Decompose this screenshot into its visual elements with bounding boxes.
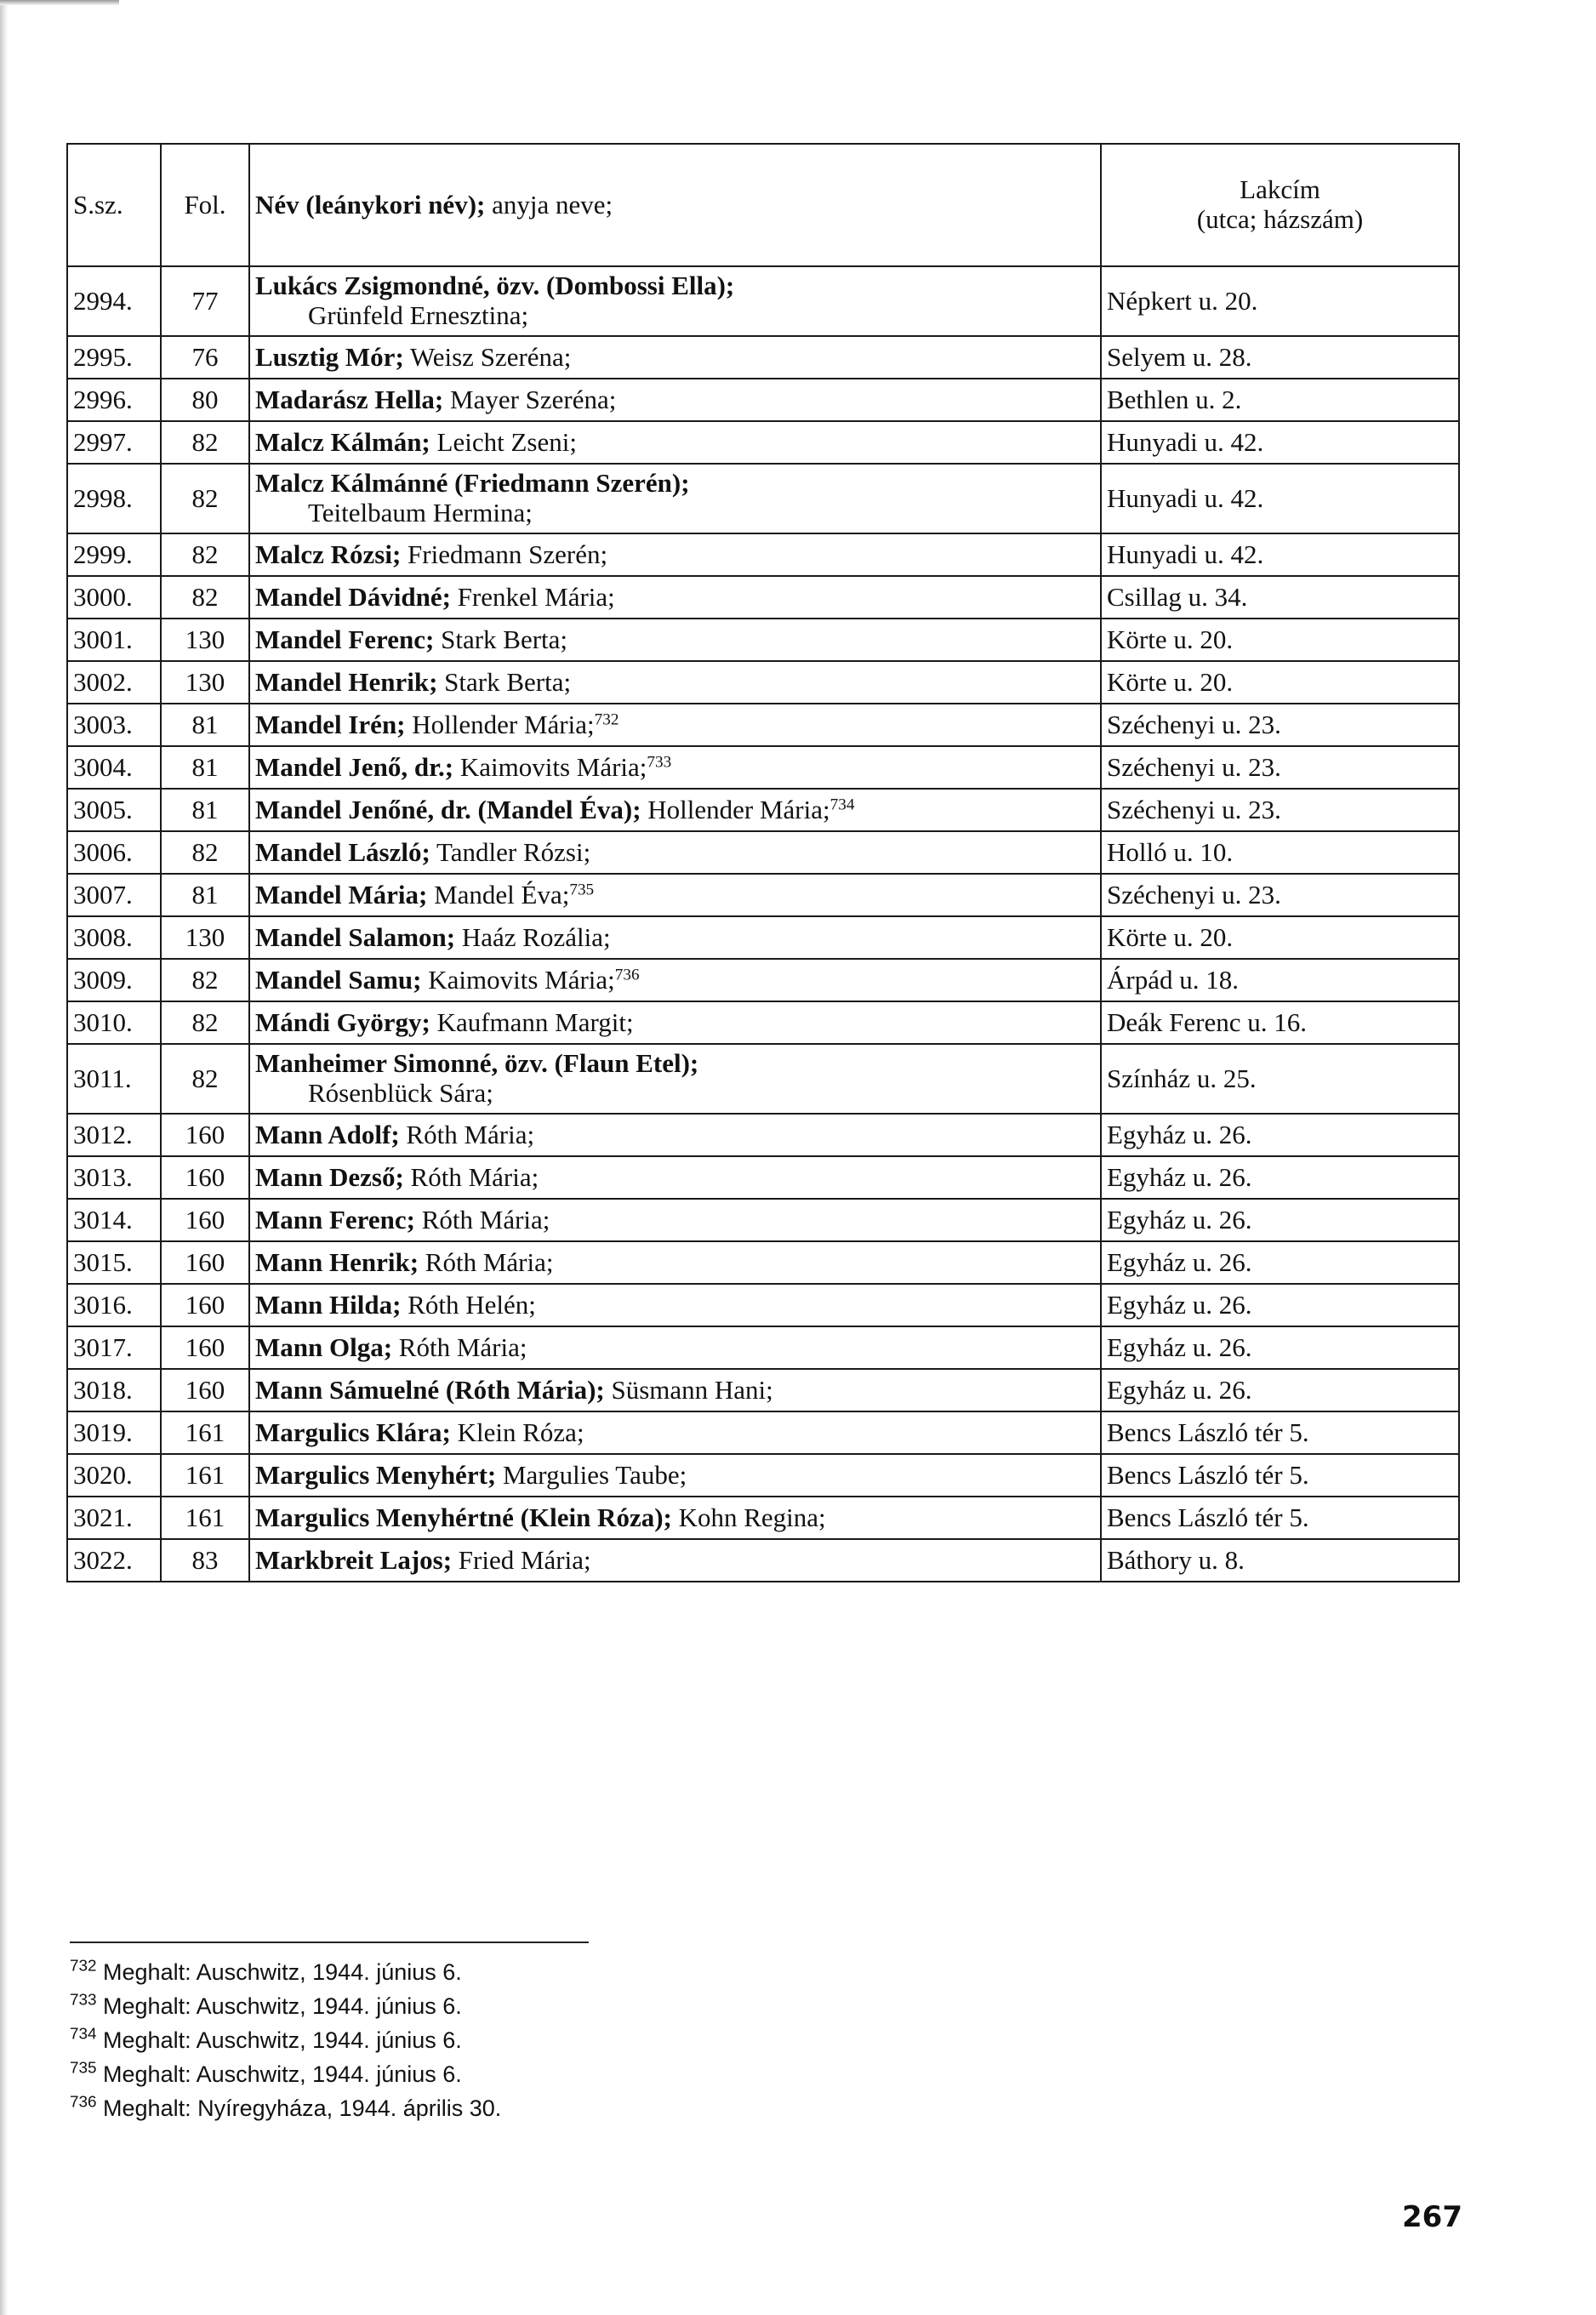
name-cell — [249, 1284, 1101, 1326]
mother-name: Leicht Zseni; — [430, 426, 577, 457]
address: Holló u. 10. — [1101, 831, 1459, 874]
serial-number: 3001. — [67, 619, 161, 661]
name-cell — [249, 1539, 1101, 1582]
person-name: Mann Hilda; — [255, 1289, 402, 1320]
table-row — [67, 831, 1459, 874]
table-row — [67, 533, 1459, 576]
serial-number: 3014. — [67, 1199, 161, 1241]
serial-number: 3004. — [67, 746, 161, 789]
name-cell — [249, 1044, 1101, 1114]
address: Hunyadi u. 42. — [1101, 533, 1459, 576]
serial-number: 3009. — [67, 959, 161, 1001]
person-name: Mandel Samu; — [255, 964, 422, 995]
footnote-number: 736 — [70, 2093, 97, 2112]
mother-name: Róth Mária; — [414, 1204, 550, 1234]
table-row — [67, 704, 1459, 746]
person-name: Manheimer Simonné, özv. (Flaun Etel); — [255, 1048, 699, 1079]
person-name: Markbreit Lajos; — [255, 1544, 453, 1575]
person-name: Mann Sámuelné (Róth Mária); — [255, 1374, 605, 1405]
address: Bencs László tér 5. — [1101, 1497, 1459, 1539]
mother-name: Róth Mária; — [419, 1246, 554, 1277]
person-name: Mandel Irén; — [255, 709, 406, 739]
person-name: Mandel Mária; — [255, 879, 428, 909]
footnote-number: 734 — [70, 2025, 97, 2044]
table-row — [67, 421, 1459, 464]
mother-name: Mayer Szeréna; — [443, 384, 617, 414]
person-name: Mann Dezső; — [255, 1161, 404, 1192]
header-row — [67, 144, 1459, 266]
table-row — [67, 789, 1459, 831]
folio: 160 — [161, 1114, 249, 1156]
address: Széchenyi u. 23. — [1101, 789, 1459, 831]
name-cell — [249, 1497, 1101, 1539]
folio: 161 — [161, 1454, 249, 1497]
table-row — [67, 874, 1459, 916]
name-cell — [249, 379, 1101, 421]
table-row — [67, 959, 1459, 1001]
serial-number: 3006. — [67, 831, 161, 874]
address: Körte u. 20. — [1101, 916, 1459, 959]
name-cell — [249, 789, 1101, 831]
mother-name: Frenkel Mária; — [450, 581, 615, 612]
footnote-rule — [70, 1942, 589, 1943]
table-row — [67, 266, 1459, 336]
footnote — [70, 2057, 501, 2091]
table-row — [67, 1454, 1459, 1497]
footnote-number: 733 — [70, 1991, 97, 2010]
name-cell — [249, 1241, 1101, 1284]
name-cell — [249, 266, 1101, 336]
serial-number: 3003. — [67, 704, 161, 746]
mother-name: Süsmann Hani; — [604, 1374, 773, 1405]
header-name-rest: anyja neve; — [485, 189, 613, 220]
person-name: Mandel Jenő, dr.; — [255, 751, 454, 782]
register-table — [66, 143, 1460, 1582]
name-cell — [249, 746, 1101, 789]
serial-number: 3008. — [67, 916, 161, 959]
mother-name: Tandler Rózsi; — [430, 836, 591, 867]
mother-name: Teitelbaum Hermina; — [308, 498, 533, 527]
footnote-number: 732 — [70, 1957, 97, 1976]
table-row — [67, 1001, 1459, 1044]
folio: 81 — [161, 789, 249, 831]
mother-name: Kohn Regina; — [671, 1502, 826, 1532]
serial-number: 3017. — [67, 1326, 161, 1369]
mother-name: Róth Mária; — [403, 1161, 539, 1192]
name-cell — [249, 1454, 1101, 1497]
header-address-line1: Lakcím — [1240, 174, 1320, 205]
table-row — [67, 1284, 1459, 1326]
folio: 77 — [161, 266, 249, 336]
mother-name: Friedmann Szerén; — [401, 539, 608, 569]
name-cell — [249, 1001, 1101, 1044]
folio: 160 — [161, 1241, 249, 1284]
name-cell — [249, 661, 1101, 704]
header-name — [249, 144, 1101, 266]
person-name: Mandel László; — [255, 836, 430, 867]
person-name: Mann Olga; — [255, 1331, 393, 1362]
serial-number: 3002. — [67, 661, 161, 704]
person-name: Mandel Jenőné, dr. (Mandel Éva); — [255, 794, 641, 824]
address: Színház u. 25. — [1101, 1044, 1459, 1114]
header-name-bold: Név (leánykori név); — [255, 189, 486, 220]
name-cell — [249, 576, 1101, 619]
name-cell — [249, 336, 1101, 379]
header-address — [1101, 144, 1459, 266]
table-row — [67, 1411, 1459, 1454]
folio: 82 — [161, 1001, 249, 1044]
address: Egyház u. 26. — [1101, 1369, 1459, 1411]
footnote-ref: 734 — [829, 795, 855, 814]
person-name: Madarász Hella; — [255, 384, 444, 414]
footnotes — [70, 1955, 501, 2125]
serial-number: 3012. — [67, 1114, 161, 1156]
folio: 81 — [161, 874, 249, 916]
mother-name: Róth Helén; — [401, 1289, 536, 1320]
table-body — [67, 266, 1459, 1582]
folio: 160 — [161, 1199, 249, 1241]
folio: 81 — [161, 704, 249, 746]
serial-number: 3000. — [67, 576, 161, 619]
table-row — [67, 1369, 1459, 1411]
serial-number: 3013. — [67, 1156, 161, 1199]
folio: 82 — [161, 421, 249, 464]
table-row — [67, 1044, 1459, 1114]
serial-number: 3022. — [67, 1539, 161, 1582]
mother-name: Kaimovits Mária; — [453, 751, 647, 782]
mother-name: Klein Róza; — [450, 1417, 584, 1447]
folio: 76 — [161, 336, 249, 379]
table-row — [67, 1199, 1459, 1241]
header-serial-number: S.sz. — [67, 144, 161, 266]
person-name: Malcz Kálmán; — [255, 426, 430, 457]
serial-number: 2994. — [67, 266, 161, 336]
serial-number: 2997. — [67, 421, 161, 464]
folio: 82 — [161, 959, 249, 1001]
table-row — [67, 661, 1459, 704]
mother-name: Kaimovits Mária; — [421, 964, 615, 995]
folio: 161 — [161, 1411, 249, 1454]
footnote-ref: 732 — [594, 710, 619, 729]
mother-name: Hollender Mária; — [641, 794, 830, 824]
mother-name: Róth Mária; — [399, 1119, 535, 1149]
person-name: Malcz Rózsi; — [255, 539, 402, 569]
folio: 83 — [161, 1539, 249, 1582]
table-row — [67, 576, 1459, 619]
table-row — [67, 1241, 1459, 1284]
address: Egyház u. 26. — [1101, 1326, 1459, 1369]
person-name: Margulics Menyhértné (Klein Róza); — [255, 1502, 672, 1532]
folio: 82 — [161, 533, 249, 576]
person-name: Mandel Dávidné; — [255, 581, 451, 612]
serial-number: 2996. — [67, 379, 161, 421]
person-name: Mandel Ferenc; — [255, 624, 435, 654]
table-row — [67, 1497, 1459, 1539]
address: Széchenyi u. 23. — [1101, 704, 1459, 746]
mother-name: Mandel Éva; — [427, 879, 570, 909]
serial-number: 3019. — [67, 1411, 161, 1454]
folio: 82 — [161, 831, 249, 874]
address: Árpád u. 18. — [1101, 959, 1459, 1001]
folio: 130 — [161, 916, 249, 959]
serial-number: 2995. — [67, 336, 161, 379]
serial-number: 3015. — [67, 1241, 161, 1284]
footnote-ref: 736 — [614, 966, 640, 984]
address: Egyház u. 26. — [1101, 1156, 1459, 1199]
footnote-text: Meghalt: Auschwitz, 1944. június 6. — [96, 1993, 462, 2019]
footnote-text: Meghalt: Nyíregyháza, 1944. április 30. — [96, 2095, 502, 2121]
person-name: Margulics Klára; — [255, 1417, 451, 1447]
footnote — [70, 1955, 501, 1989]
mother-name: Fried Mária; — [452, 1544, 591, 1575]
scan-shadow-top — [0, 0, 119, 5]
page-number: 267 — [1402, 2200, 1462, 2234]
footnote-text: Meghalt: Auschwitz, 1944. június 6. — [96, 2027, 462, 2053]
folio: 82 — [161, 576, 249, 619]
name-cell — [249, 1156, 1101, 1199]
address: Csillag u. 34. — [1101, 576, 1459, 619]
table-row — [67, 1156, 1459, 1199]
address: Körte u. 20. — [1101, 619, 1459, 661]
folio: 160 — [161, 1156, 249, 1199]
serial-number: 2999. — [67, 533, 161, 576]
folio: 81 — [161, 746, 249, 789]
serial-number: 3007. — [67, 874, 161, 916]
table-row — [67, 1326, 1459, 1369]
name-cell — [249, 874, 1101, 916]
folio: 160 — [161, 1326, 249, 1369]
folio: 82 — [161, 1044, 249, 1114]
person-name: Mann Henrik; — [255, 1246, 419, 1277]
header-folio: Fol. — [161, 144, 249, 266]
folio: 160 — [161, 1284, 249, 1326]
serial-number: 3021. — [67, 1497, 161, 1539]
folio: 130 — [161, 661, 249, 704]
person-name: Mándi György; — [255, 1006, 430, 1037]
table-row — [67, 746, 1459, 789]
mother-name: Grünfeld Ernesztina; — [308, 300, 529, 330]
address: Széchenyi u. 23. — [1101, 874, 1459, 916]
table-row — [67, 619, 1459, 661]
serial-number: 3020. — [67, 1454, 161, 1497]
table-row — [67, 379, 1459, 421]
person-name: Mann Adolf; — [255, 1119, 400, 1149]
person-name: Margulics Menyhért; — [255, 1459, 497, 1490]
address: Egyház u. 26. — [1101, 1284, 1459, 1326]
address: Egyház u. 26. — [1101, 1199, 1459, 1241]
folio: 130 — [161, 619, 249, 661]
name-cell — [249, 704, 1101, 746]
footnote — [70, 2023, 501, 2057]
person-name: Lukács Zsigmondné, özv. (Dombossi Ella); — [255, 271, 735, 301]
person-name: Lusztig Mór; — [255, 341, 404, 372]
name-cell — [249, 959, 1101, 1001]
mother-name: Margulies Taube; — [496, 1459, 687, 1490]
address: Egyház u. 26. — [1101, 1241, 1459, 1284]
scan-shadow-left — [0, 0, 9, 2315]
serial-number: 3011. — [67, 1044, 161, 1114]
person-name: Malcz Kálmánné (Friedmann Szerén); — [255, 468, 690, 499]
mother-name: Rósenblück Sára; — [308, 1078, 493, 1108]
mother-name: Haáz Rozália; — [455, 921, 611, 952]
table-row — [67, 336, 1459, 379]
serial-number: 3018. — [67, 1369, 161, 1411]
address: Bencs László tér 5. — [1101, 1411, 1459, 1454]
footnote — [70, 1989, 501, 2023]
address: Bencs László tér 5. — [1101, 1454, 1459, 1497]
person-name: Mandel Salamon; — [255, 921, 456, 952]
footnote-text: Meghalt: Auschwitz, 1944. június 6. — [96, 1959, 462, 1985]
address: Deák Ferenc u. 16. — [1101, 1001, 1459, 1044]
person-name: Mann Ferenc; — [255, 1204, 415, 1234]
footnote-text: Meghalt: Auschwitz, 1944. június 6. — [96, 2061, 462, 2087]
footnote-number: 735 — [70, 2059, 97, 2078]
name-cell — [249, 1114, 1101, 1156]
folio: 80 — [161, 379, 249, 421]
name-cell — [249, 1199, 1101, 1241]
name-cell — [249, 916, 1101, 959]
name-cell — [249, 533, 1101, 576]
table-row — [67, 1114, 1459, 1156]
address: Egyház u. 26. — [1101, 1114, 1459, 1156]
serial-number: 3016. — [67, 1284, 161, 1326]
table-row — [67, 464, 1459, 533]
name-cell — [249, 421, 1101, 464]
address: Hunyadi u. 42. — [1101, 421, 1459, 464]
mother-name: Kaufmann Margit; — [430, 1006, 634, 1037]
table-row — [67, 916, 1459, 959]
footnote-ref: 733 — [647, 753, 672, 772]
name-cell — [249, 1369, 1101, 1411]
mother-name: Weisz Szeréna; — [403, 341, 572, 372]
name-cell — [249, 831, 1101, 874]
name-cell — [249, 1326, 1101, 1369]
mother-name: Stark Berta; — [434, 624, 568, 654]
footnote — [70, 2091, 501, 2125]
mother-name: Róth Mária; — [392, 1331, 527, 1362]
serial-number: 3010. — [67, 1001, 161, 1044]
address: Selyem u. 28. — [1101, 336, 1459, 379]
person-name: Mandel Henrik; — [255, 666, 438, 697]
address: Körte u. 20. — [1101, 661, 1459, 704]
folio: 161 — [161, 1497, 249, 1539]
name-cell — [249, 464, 1101, 533]
name-cell — [249, 619, 1101, 661]
mother-name: Hollender Mária; — [405, 709, 595, 739]
footnote-ref: 735 — [569, 881, 595, 899]
table-row — [67, 1539, 1459, 1582]
serial-number: 2998. — [67, 464, 161, 533]
address: Bethlen u. 2. — [1101, 379, 1459, 421]
folio: 160 — [161, 1369, 249, 1411]
address: Hunyadi u. 42. — [1101, 464, 1459, 533]
name-cell — [249, 1411, 1101, 1454]
address: Báthory u. 8. — [1101, 1539, 1459, 1582]
address: Széchenyi u. 23. — [1101, 746, 1459, 789]
address: Népkert u. 20. — [1101, 266, 1459, 336]
serial-number: 3005. — [67, 789, 161, 831]
header-address-line2: (utca; házszám) — [1196, 204, 1364, 234]
folio: 82 — [161, 464, 249, 533]
mother-name: Stark Berta; — [437, 666, 572, 697]
